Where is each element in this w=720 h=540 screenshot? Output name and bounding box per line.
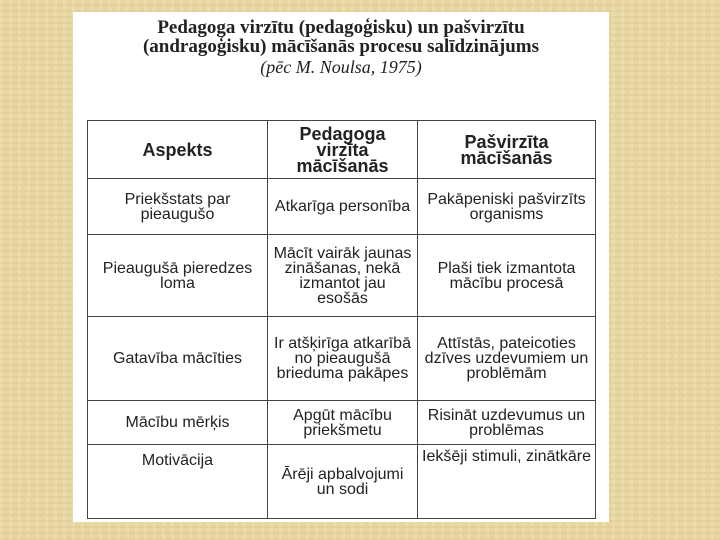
- table-cell: Ārēji apbalvojumi un sodi: [268, 445, 418, 519]
- table-cell: Priekšstats par pieaugušo: [88, 179, 268, 235]
- table-cell: Atkarīga personība: [268, 179, 418, 235]
- table-cell: Motivācija: [88, 445, 268, 519]
- header-aspect: Aspekts: [88, 121, 268, 179]
- document-page: [73, 12, 609, 522]
- table-cell: Pakāpeniski pašvirzīts organisms: [418, 179, 596, 235]
- table-cell: Mācīt vairāk jaunas zināšanas, nekā izmantot jau esošās: [268, 235, 418, 317]
- document-title: [73, 18, 609, 77]
- table-cell: Iekšēji stimuli, zinātkāre: [418, 445, 596, 519]
- title-line-2: (andragoģisku) mācīšanās procesu salīdzinājums: [142, 36, 540, 57]
- table-cell: Ir atšķirīga atkarībā no pieaugušā brieduma pakāpes: [268, 317, 418, 401]
- table-row: [88, 235, 596, 317]
- table-cell: Attīstās, pateicoties dzīves uzdevumiem un problēmām: [418, 317, 596, 401]
- table-row: [88, 445, 596, 519]
- table-row: [88, 401, 596, 445]
- table-cell: Pieaugušā pieredzes loma: [88, 235, 268, 317]
- table-header-row: [88, 121, 596, 179]
- title-source: (pēc M. Noulsa, 1975): [260, 57, 422, 77]
- table-cell: Mācību mērķis: [88, 401, 268, 445]
- comparison-table: [87, 120, 596, 519]
- title-line-1: Pedagoga virzītu (pedagoģisku) un pašvirzītu: [157, 17, 525, 38]
- table-cell: Risināt uzdevumus un problēmas: [418, 401, 596, 445]
- table-cell: Gatavība mācīties: [88, 317, 268, 401]
- table-cell: Apgūt mācību priekšmetu: [268, 401, 418, 445]
- table-row: [88, 317, 596, 401]
- table-cell: Plaši tiek izmantota mācību procesā: [418, 235, 596, 317]
- header-self-directed: Pašvirzīta mācīšanās: [418, 121, 596, 179]
- table-row: [88, 179, 596, 235]
- header-teacher-directed: Pedagoga virzīta mācīšanās: [268, 121, 418, 179]
